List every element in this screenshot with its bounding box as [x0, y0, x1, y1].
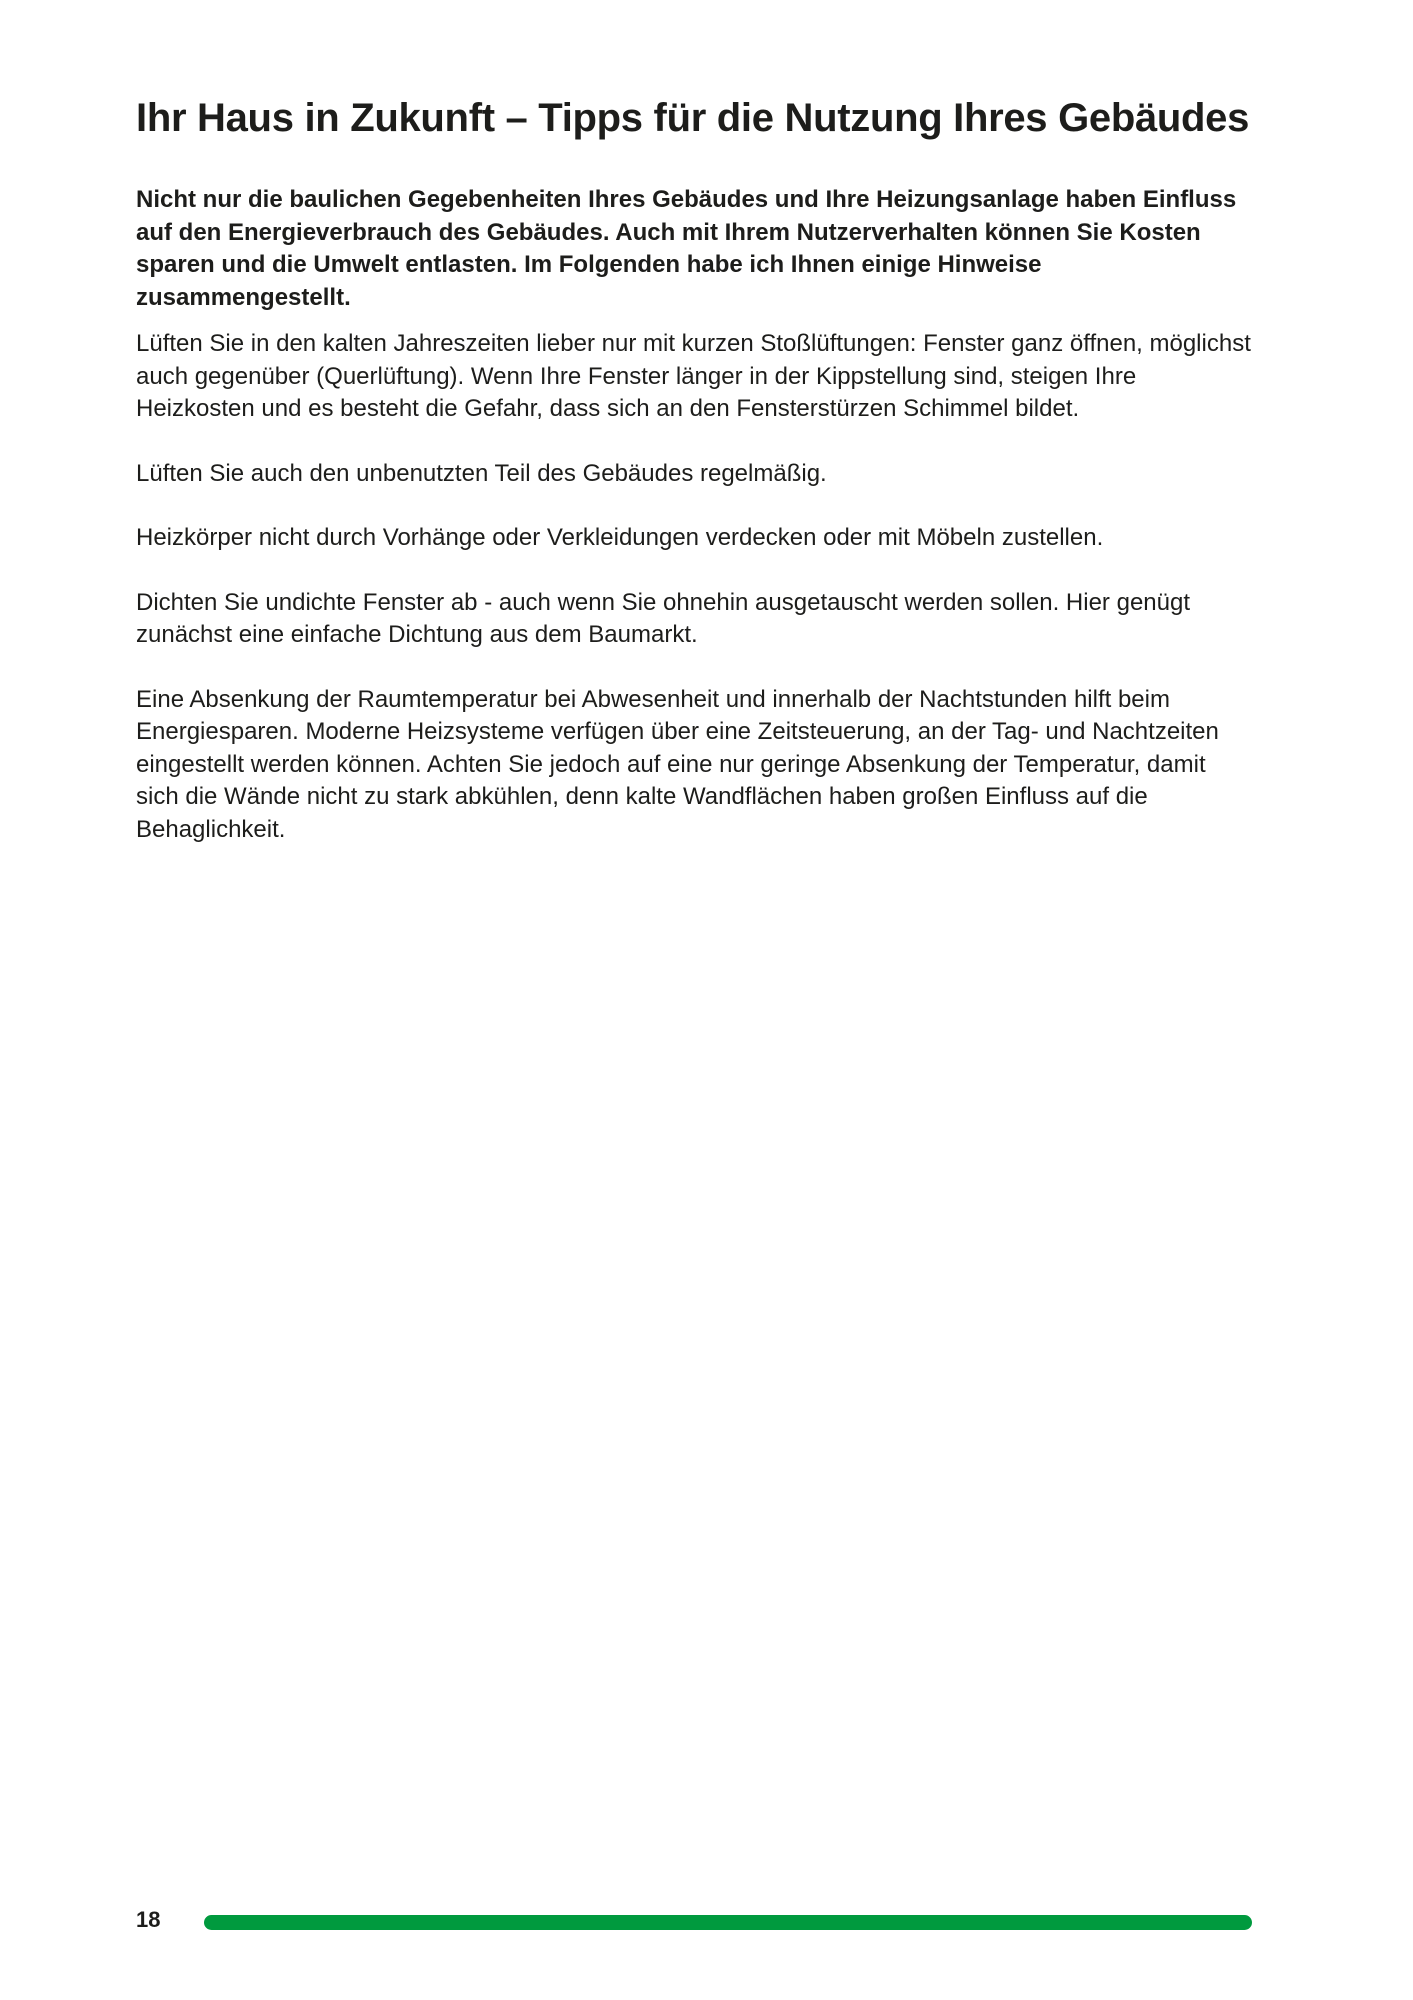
- tips-section: [136, 328, 1256, 846]
- tip-paragraph-temperature: Eine Absenkung der Raumtemperatur bei Abwesenheit und innerhalb der Nachtstunden hilft beim Energiesparen. Moderne Heizsysteme verfügen über eine Zeitsteuerung, an der Tag- und Nachtzeiten eingestellt werden können. Achten Sie jedoch auf eine nur geringe Absenkung der Temperatur, damit sich die Wände nicht zu stark abkühlen, denn kalte Wandflächen haben großen Einfluss auf die Behaglichkeit.: [136, 685, 1219, 843]
- footer-accent-bar: [204, 1915, 1252, 1930]
- page-footer: [136, 1903, 1256, 1937]
- tip-paragraph-ventilation: Lüften Sie in den kalten Jahreszeiten lieber nur mit kurzen Stoßlüftungen: Fenster ganz öffnen, möglichst auch gegenüber (Querlüftung). Wenn Ihre Fenster länger in der Kippstellung sind, steigen Ihre Heizkosten und es besteht die Gefahr, dass sich an den Fensterstürzen Schimmel bildet.: [136, 330, 1251, 422]
- content-area: [136, 90, 1256, 878]
- page-number: 18: [136, 1907, 161, 1932]
- intro-paragraph: Nicht nur die baulichen Gegebenheiten Ihres Gebäudes und Ihre Heizungsanlage haben Einfluss auf den Energieverbrauch des Gebäudes. Auch mit Ihrem Nutzerverhalten können Sie Kosten sparen und die Umwelt entlasten. Im Folgenden habe ich Ihnen einige Hinweise zusammengestellt.: [136, 186, 1237, 311]
- tip-paragraph-radiators: Heizkörper nicht durch Vorhänge oder Verkleidungen verdecken oder mit Möbeln zustellen.: [136, 524, 1104, 551]
- page-title: Ihr Haus in Zukunft – Tipps für die Nutzung Ihres Gebäudes: [136, 96, 1250, 140]
- tip-paragraph-unused-rooms: Lüften Sie auch den unbenutzten Teil des Gebäudes regelmäßig.: [136, 459, 827, 487]
- tip-paragraph-windows: Dichten Sie undichte Fenster ab - auch wenn Sie ohnehin ausgetauscht werden sollen. Hier genügt zunächst eine einfache Dichtung aus dem Baumarkt.: [136, 588, 1190, 648]
